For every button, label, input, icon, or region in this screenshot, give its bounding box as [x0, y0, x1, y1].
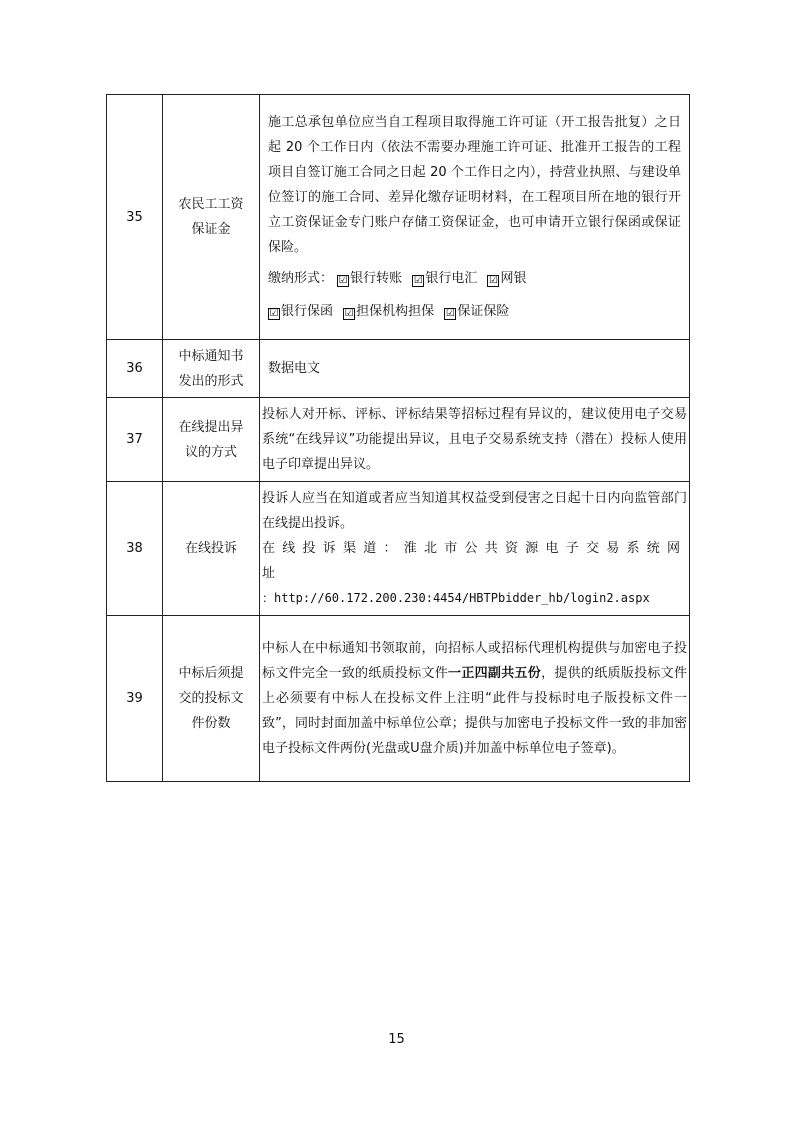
- item-text: 农民工工资保证金: [178, 197, 244, 237]
- checkbox-checked-icon: ☑: [269, 308, 279, 319]
- table-row: [107, 398, 690, 482]
- row-content: [260, 482, 690, 616]
- item-text: 在线投诉: [184, 541, 237, 556]
- checkbox-label: 银行转账: [350, 271, 403, 286]
- payment-methods: [268, 266, 681, 291]
- content-block: [260, 106, 689, 328]
- page-number: 15: [388, 1032, 405, 1047]
- objection-method: 投标人对开标、评标、评标结果等招标过程有异议的，建议使用电子交易系统“在线异议”功能提出异议，且电子交易系统支持（潜在）投标人使用电子印章提出异议。: [262, 407, 687, 472]
- table-row: [107, 616, 690, 782]
- row-item-label: [163, 482, 260, 616]
- row-content: [260, 398, 690, 482]
- bid-docs-text-1: 中标人在中标通知书领取前，向招标人或招标代理机构提供与加密电子投标文件完全一致的纸质投标文件: [262, 641, 687, 681]
- row-item-label: [163, 95, 260, 340]
- row-item-label: [163, 398, 260, 482]
- row-content: [260, 616, 690, 782]
- row-number: 36: [107, 340, 163, 398]
- wage-deposit-paragraph: 施工总承包单位应当自工程项目取得施工许可证（开工报告批复）之日起 20 个工作日内（依法不需要办理施工许可证、批准开工报告的工程项目自签订施工合同之日起 20 个工作日之内），持营业执照、与建设单位签订的施工合同、差异化缴存证明材料，在工程项目所在地的银行开立工资保证金专门账户存储工资保证金，也可申请开立银行保函或保证保险。: [268, 115, 681, 255]
- checkbox-checked-icon: ☑: [338, 275, 348, 286]
- checkbox-checked-icon: ☑: [344, 308, 354, 319]
- bid-documents-paragraph: [260, 632, 689, 765]
- item-text: 中标后须提交的投标文件份数: [178, 666, 244, 731]
- row-item-label: [163, 616, 260, 782]
- checkbox-checked-icon: ☑: [445, 308, 455, 319]
- row-number: 37: [107, 398, 163, 482]
- bid-docs-text-2: ，提供的纸质版投标文件上必须要有中标人在投标文件上注明“此件与投标时电子版投标文件一致”，同时封面加盖中标单位公章；提供与加密电子投标文件一致的非加密电子投标文件两份(光盘或U盘介质)并加盖中标单位电子签章)。: [262, 666, 687, 756]
- payment-methods-row-2: [268, 299, 681, 324]
- notice-format: 数据电文: [268, 361, 321, 376]
- row-content: [260, 95, 690, 340]
- complaint-deadline: 投诉人应当在知道或者应当知道其权益受到侵害之日起十日内向监管部门在线提出投诉。: [262, 491, 687, 531]
- checkbox-wire-transfer[interactable]: [412, 271, 477, 286]
- checkbox-checked-icon: ☑: [413, 275, 423, 286]
- row-number: 39: [107, 616, 163, 782]
- bid-copies-count: 一正四副共五份: [448, 666, 542, 681]
- checkbox-label: 担保机构担保: [356, 304, 435, 319]
- table-row: [107, 95, 690, 340]
- item-text: 中标通知书发出的形式: [178, 348, 244, 389]
- complaint-channel-label: 在线投诉渠道：淮北市公共资源电子交易系统网址: [262, 541, 687, 581]
- checkbox-label: 网银: [500, 271, 527, 286]
- checkbox-label: 银行保函: [281, 304, 334, 319]
- complaint-url-link[interactable]: ：http://60.172.200.230:4454/HBTPbidder_hb/login2.aspx: [262, 591, 650, 605]
- checkbox-bank-guarantee[interactable]: [268, 304, 333, 319]
- requirements-table: [106, 94, 690, 782]
- row-number: 38: [107, 482, 163, 616]
- item-text: 在线提出异议的方式: [178, 419, 244, 460]
- checkbox-surety-insurance[interactable]: [444, 304, 509, 319]
- row-content: [260, 340, 690, 398]
- checkbox-bank-transfer[interactable]: [337, 271, 402, 286]
- payment-methods-label: 缴纳形式：: [268, 271, 334, 286]
- checkbox-label: 银行电汇: [425, 271, 478, 286]
- checkbox-label: 保证保险: [457, 304, 510, 319]
- row-item-label: [163, 340, 260, 398]
- complaint-block: [260, 482, 689, 615]
- table-row: [107, 482, 690, 616]
- checkbox-online-banking[interactable]: [487, 271, 526, 286]
- table-row: [107, 340, 690, 398]
- checkbox-guarantor-agency[interactable]: [343, 304, 434, 319]
- row-number: 35: [107, 95, 163, 340]
- checkbox-checked-icon: ☑: [488, 275, 498, 286]
